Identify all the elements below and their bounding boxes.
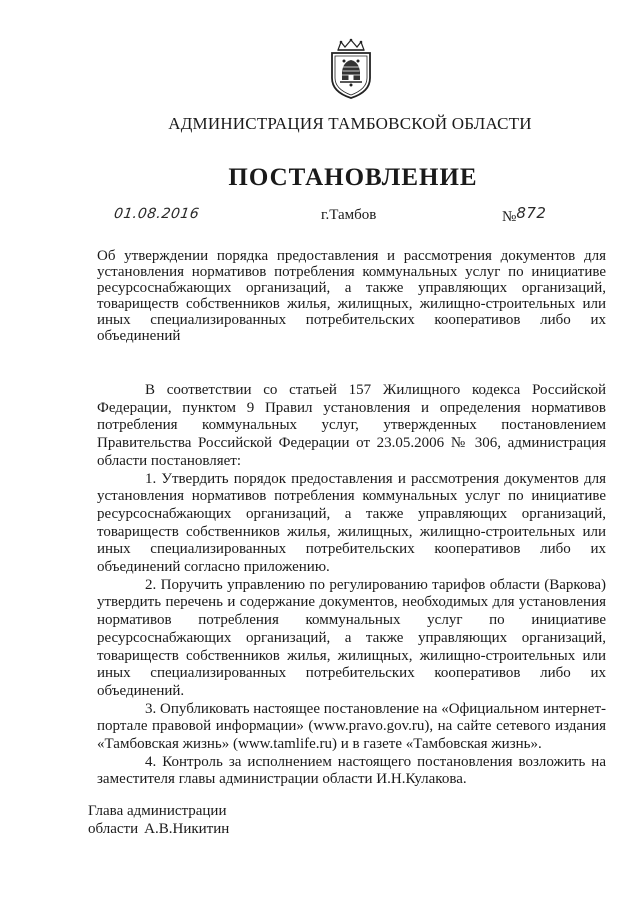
tambov-coat-of-arms-icon [326,38,376,100]
signature-name-line [88,820,229,838]
item-paragraph-4: 4. Контроль за исполнением настоящего постановления возложить на заместителя главы администрации области И.Н.Кулакова. [97,753,606,788]
signature-block [88,802,229,838]
number-value: 872 [516,204,547,222]
signature-title: Глава администрации [88,803,227,819]
document-type-heading: ПОСТАНОВЛЕНИЕ [228,164,478,191]
document-number [502,204,547,226]
document-city: г.Тамбов [321,207,377,223]
signatory-name: А.В.Никитин [144,821,230,837]
item-paragraph-1: 1. Утвердить порядок предоставления и рассмотрения документов для установления нормативов потребления коммунальных услуг по инициативе ресурсоснабжающих организаций, а также управляющих организаций, товариществ собственников жилья, жилищных, жилищно-строительных или иных специализированных потребительских кооперативов либо их объединений согласно приложению. [97,470,606,576]
document-body [97,382,606,789]
signature-region: области [88,821,139,837]
item-paragraph-3: 3. Опубликовать настоящее постановление на «Официальном интернет-портале правовой информации» (www.pravo.gov.ru), на сайте сетевого издания «Тамбовская жизнь» (www.tamlife.ru) и в газете «Тамбовская жизнь». [97,700,606,753]
number-sign: № [502,209,517,225]
document-date: 01.08.2016 [112,206,201,222]
organization-title: АДМИНИСТРАЦИЯ ТАМБОВСКОЙ ОБЛАСТИ [168,114,532,133]
document-subject: Об утверждении порядка предоставления и рассмотрения документов для установления нормативов потребления коммунальных услуг по инициативе ресурсоснабжающих организаций, а также управляющих организаций, товариществ собственников жилья, жилищных, жилищно-строительных или иных специализированных потребительских кооперативов либо их объединений [97,248,606,344]
item-paragraph-2: 2. Поручить управлению по регулированию тарифов области (Варкова) утвердить перечень и содержание документов, необходимых для установления нормативов потребления коммунальных услуг по инициативе ресурсоснабжающих организаций, а также управляющих организаций, товариществ собственников жилья, жилищных, жилищно-строительных или иных специализированных потребительских кооперативов либо их объединений. [97,576,606,699]
preamble-paragraph: В соответствии со статьей 157 Жилищного кодекса Российской Федерации, пунктом 9 Правил установления и определения нормативов потребления коммунальных услуг, утвержденных постановлением Правительства Российской Федерации от 23.05.2006 № 306, администрация области постановляет: [97,382,606,469]
